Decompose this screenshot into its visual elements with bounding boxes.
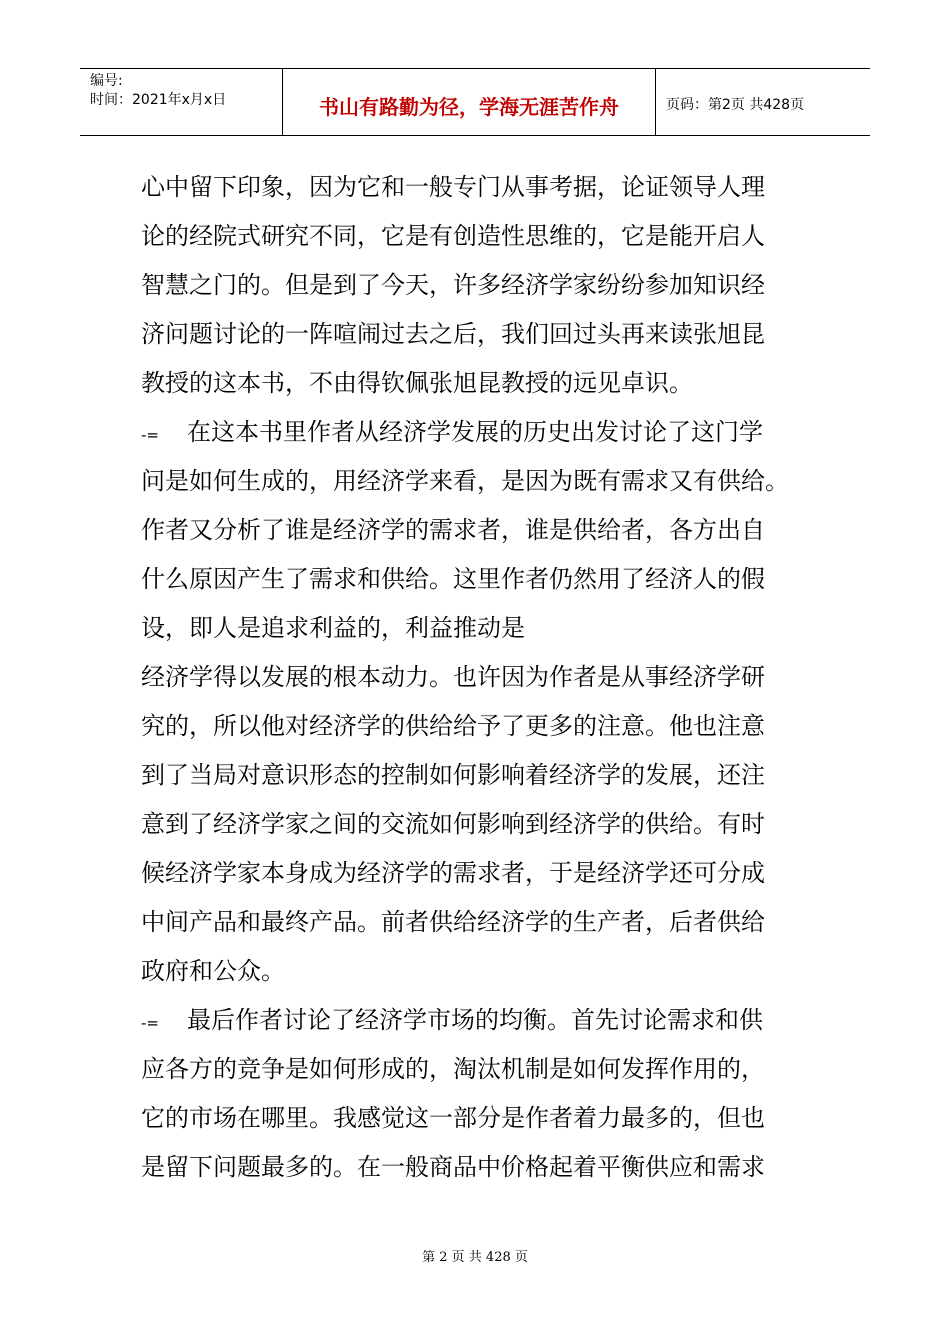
body-line — [141, 212, 821, 261]
body-line — [141, 261, 821, 310]
header-meta-cell — [80, 69, 283, 135]
body-line-text: 意到了经济学家之间的交流如何影响到经济学的供给。有时 — [141, 810, 765, 838]
body-line-text: 到了当局对意识形态的控制如何影响着经济学的发展，还注 — [141, 761, 765, 789]
body-line-text: 它的市场在哪里。我感觉这一部分是作者着力最多的，但也 — [141, 1104, 765, 1132]
body-line-text: 应各方的竞争是如何形成的，淘汰机制是如何发挥作用的， — [141, 1055, 765, 1083]
body-line-text: 问是如何生成的，用经济学来看，是因为既有需求又有供给。 — [141, 467, 789, 495]
body-line — [141, 163, 821, 212]
body-line-text: 在这本书里作者从经济学发展的历史出发讨论了这门学 — [187, 418, 763, 446]
body-line — [141, 849, 821, 898]
body-line — [141, 359, 821, 408]
body-line-text: 设，即人是追求利益的，利益推动是 — [141, 614, 525, 642]
body-line-text: 究的，所以他对经济学的供给给予了更多的注意。他也注意 — [141, 712, 765, 740]
body-line — [141, 653, 821, 702]
header-motto: 书山有路勤为径，学海无涯苦作舟 — [319, 94, 619, 119]
body-line-text: 什么原因产生了需求和供给。这里作者仍然用了经济人的假 — [141, 565, 765, 593]
body-line-text: 最后作者讨论了经济学市场的均衡。首先讨论需求和供 — [187, 1006, 763, 1034]
body-line-text: 作者又分析了谁是经济学的需求者，谁是供给者，各方出自 — [141, 516, 765, 544]
document-number-label: 编号: — [90, 73, 123, 89]
body-line — [141, 947, 821, 996]
page-footer — [0, 1246, 950, 1265]
body-line-text: 济问题讨论的一阵喧闹过去之后，我们回过头再来读张旭昆 — [141, 320, 765, 348]
body-line — [141, 604, 821, 653]
body-line-text: 心中留下印象，因为它和一般专门从事考据，论证领导人理 — [141, 173, 765, 201]
footer-page-number: 第 2 页 共 428 页 — [422, 1250, 528, 1265]
body-line — [141, 702, 821, 751]
page-header — [80, 68, 870, 136]
body-line — [141, 800, 821, 849]
header-page-info: 页码：第2页 共428页 — [666, 97, 805, 113]
body-line-text: 政府和公众。 — [141, 957, 285, 985]
header-motto-cell — [283, 69, 656, 135]
document-date: 时间：2021年x月x日 — [90, 92, 227, 108]
body-line — [141, 457, 821, 506]
paragraph-marker: -= — [141, 1014, 159, 1032]
body-line — [141, 408, 821, 457]
body-line-text: 经济学得以发展的根本动力。也许因为作者是从事经济学研 — [141, 663, 765, 691]
body-line — [141, 310, 821, 359]
body-line — [141, 555, 821, 604]
body-line — [141, 1045, 821, 1094]
document-body — [141, 163, 821, 1192]
body-line-text: 教授的这本书，不由得钦佩张旭昆教授的远见卓识。 — [141, 369, 693, 397]
body-line — [141, 1143, 821, 1192]
body-line — [141, 898, 821, 947]
body-line — [141, 751, 821, 800]
body-line — [141, 996, 821, 1045]
paragraph-marker: -= — [141, 426, 159, 444]
body-line-text: 智慧之门的。但是到了今天，许多经济学家纷纷参加知识经 — [141, 271, 765, 299]
body-line — [141, 1094, 821, 1143]
body-line-text: 论的经院式研究不同，它是有创造性思维的，它是能开启人 — [141, 222, 765, 250]
body-line-text: 中间产品和最终产品。前者供给经济学的生产者，后者供给 — [141, 908, 765, 936]
body-line — [141, 506, 821, 555]
body-line-text: 候经济学家本身成为经济学的需求者，于是经济学还可分成 — [141, 859, 765, 887]
body-line-text: 是留下问题最多的。在一般商品中价格起着平衡供应和需求 — [141, 1153, 765, 1181]
header-page-cell — [656, 69, 870, 135]
